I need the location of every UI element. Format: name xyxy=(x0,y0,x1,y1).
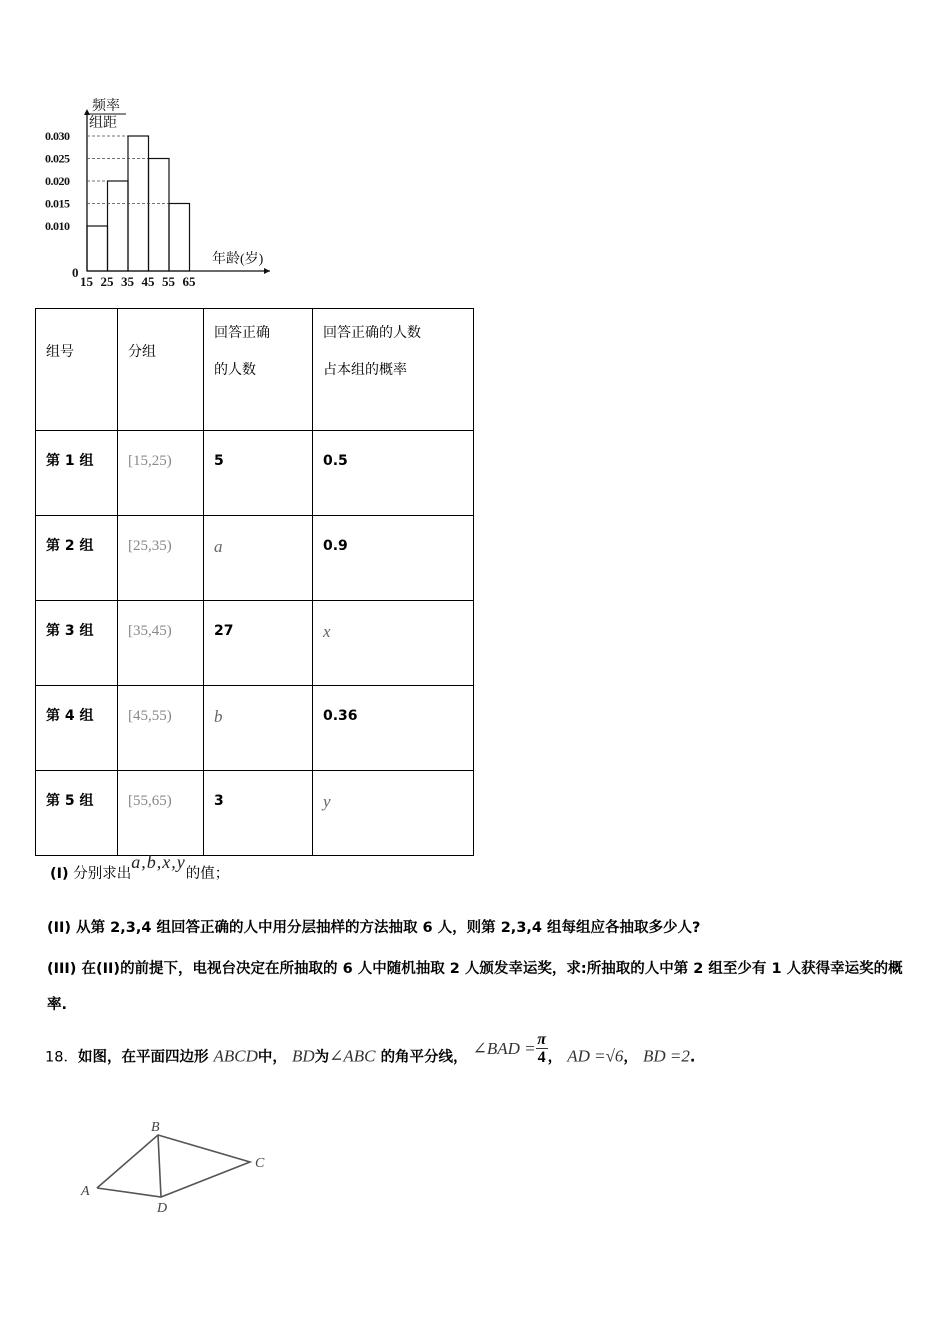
vertex-label-c: C xyxy=(255,1156,265,1171)
y-tick-label: 0.020 xyxy=(45,174,70,188)
problem-number: 18． xyxy=(45,1049,78,1066)
quad-outline xyxy=(97,1135,250,1197)
p18-math-angle-abc: ∠ABC xyxy=(329,1046,376,1066)
table-row xyxy=(36,771,474,856)
row-group: 第 3 组 xyxy=(46,623,94,639)
question-part-1 xyxy=(50,852,230,883)
x-tick-label: 25 xyxy=(100,274,114,289)
table-row xyxy=(36,686,474,771)
row-group: 第 5 组 xyxy=(46,793,94,809)
p18-text-5: ， xyxy=(547,1049,563,1066)
y-axis-label-top: 频率 xyxy=(92,99,120,114)
frequency-histogram xyxy=(40,95,290,295)
y-tick-label: 0.025 xyxy=(45,151,70,166)
question-part-2 xyxy=(47,916,700,937)
vertex-label-b: B xyxy=(151,1120,160,1135)
p18-text-7: . xyxy=(689,1049,696,1066)
question-2-label: (II) xyxy=(47,920,72,936)
header-correct-count-line2: 的人数 xyxy=(214,362,256,378)
histogram-bar xyxy=(108,181,129,271)
p18-fraction-denominator: 4 xyxy=(537,1049,546,1066)
question-1-label: (I) xyxy=(50,866,69,882)
header-group-number: 组号 xyxy=(46,344,74,360)
table-header-row xyxy=(36,309,474,431)
p18-text-2: 中， xyxy=(257,1049,287,1066)
y-tick-label: 0.010 xyxy=(45,219,70,233)
p18-text-3: 为 xyxy=(314,1049,330,1066)
x-axis-arrow xyxy=(264,268,270,274)
question-3-ref: (II) xyxy=(96,961,121,977)
histogram-axes xyxy=(84,109,270,274)
x-tick-label: 45 xyxy=(141,274,155,289)
question-1-variables: a,b,x,y xyxy=(131,852,186,872)
x-tick-label: 35 xyxy=(121,274,134,289)
row-probability: 0.36 xyxy=(323,708,358,724)
x-axis-label: 年龄(岁) xyxy=(212,252,264,267)
y-tick-label: 0.015 xyxy=(45,196,70,211)
histogram-bar xyxy=(169,204,190,272)
y-tick-label: 0.030 xyxy=(45,129,70,143)
row-interval: [35,45) xyxy=(128,623,172,639)
p18-math-ad: AD =√6 xyxy=(567,1046,624,1066)
row-probability: x xyxy=(323,622,331,641)
row-correct: 5 xyxy=(214,453,224,469)
row-correct: b xyxy=(214,707,223,726)
p18-fraction xyxy=(536,1032,548,1067)
p18-math-angle-bad: ∠BAD = xyxy=(472,1038,536,1058)
row-correct: 27 xyxy=(214,623,234,639)
row-interval: [45,55) xyxy=(128,708,172,724)
row-correct: a xyxy=(214,537,223,556)
histogram-labels xyxy=(45,98,264,289)
row-correct: 3 xyxy=(214,793,224,809)
statistics-table xyxy=(35,308,474,856)
histogram-bar xyxy=(149,159,170,272)
header-correct-count-line1: 回答正确 xyxy=(214,325,270,341)
row-probability: y xyxy=(323,792,331,811)
row-group: 第 2 组 xyxy=(46,538,94,554)
histogram-bar xyxy=(87,226,108,271)
table-row xyxy=(36,516,474,601)
question-3-label: (III) xyxy=(47,961,77,977)
quadrilateral-figure xyxy=(75,1115,285,1220)
question-1-text-before: 分别求出 xyxy=(73,866,132,882)
question-1-text-after: 的值； xyxy=(185,866,230,882)
row-interval: [15,25) xyxy=(128,453,172,469)
row-probability: 0.9 xyxy=(323,538,348,554)
p18-math-bd: BD xyxy=(291,1046,315,1066)
row-group: 第 4 组 xyxy=(46,708,94,724)
p18-math-quadrilateral: ABCD xyxy=(213,1046,258,1066)
row-group: 第 1 组 xyxy=(46,453,94,469)
table-row xyxy=(36,431,474,516)
p18-text-4: 的角平分线， xyxy=(380,1049,468,1066)
header-probability-line2: 占本组的概率 xyxy=(323,362,407,378)
header-interval: 分组 xyxy=(128,344,156,360)
header-probability-line1: 回答正确的人数 xyxy=(323,325,421,341)
table-row xyxy=(36,601,474,686)
question-2-text: 从第 2,3,4 组回答正确的人中用分层抽样的方法抽取 6 人，则第 2,3,4 组每组应各抽取多少人? xyxy=(76,920,701,936)
row-interval: [55,65) xyxy=(128,793,172,809)
x-tick-label: 15 xyxy=(80,274,93,289)
quad-diagonal-bd xyxy=(158,1135,161,1197)
vertex-label-a: A xyxy=(81,1184,90,1199)
x-tick-label: 55 xyxy=(162,274,175,289)
histogram-bars xyxy=(87,136,190,271)
p18-math-bd-value: BD =2 xyxy=(642,1046,690,1066)
p18-text-6: ， xyxy=(623,1049,638,1066)
origin-label: 0 xyxy=(72,265,79,280)
row-probability: 0.5 xyxy=(323,453,348,469)
p18-fraction-numerator: π xyxy=(537,1031,546,1048)
question-part-3 xyxy=(47,951,907,1023)
vertex-label-d: D xyxy=(157,1201,168,1216)
row-interval: [25,35) xyxy=(128,538,172,554)
question-3-text-b: 的前提下，电视台决定在所抽取的 6 人中随机抽取 2 人颁发幸运奖，求:所抽取的人中第 2 组至少有 1 人获得幸运奖的概率. xyxy=(47,961,903,1013)
x-tick-label: 65 xyxy=(182,274,196,289)
y-axis-label-bottom: 组距 xyxy=(89,116,117,131)
question-3-text-a: 在 xyxy=(81,961,97,977)
problem-18 xyxy=(45,1031,696,1075)
p18-text-1: 如图，在平面四边形 xyxy=(77,1049,209,1066)
